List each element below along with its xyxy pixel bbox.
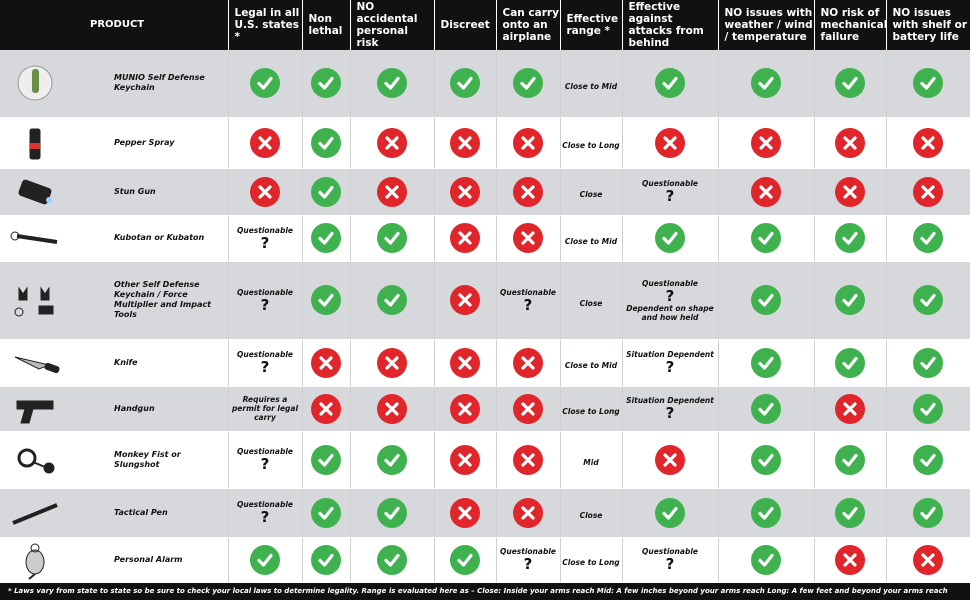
cell-shelf <box>886 431 970 488</box>
check-icon <box>450 545 480 575</box>
cross-icon <box>250 128 280 158</box>
cell-behind <box>622 386 718 431</box>
check-icon <box>913 498 943 528</box>
cell-mechanical <box>814 488 886 537</box>
cell-legal <box>228 488 302 537</box>
cell-range <box>560 488 622 537</box>
cell-shelf <box>886 50 970 117</box>
question-mark-icon: ? <box>523 555 533 573</box>
cross-icon <box>450 128 480 158</box>
table-body <box>0 50 970 582</box>
cell-airplane <box>496 215 560 261</box>
check-icon <box>377 545 407 575</box>
check-icon <box>835 348 865 378</box>
cell-mechanical <box>814 215 886 261</box>
cell-legal <box>228 168 302 215</box>
cell-text: Questionable <box>236 225 293 235</box>
check-icon <box>835 498 865 528</box>
cross-icon <box>751 177 781 207</box>
cell-noRisk <box>350 339 434 386</box>
cell-shelf <box>886 168 970 215</box>
cross-icon <box>377 128 407 158</box>
cell-discreet <box>434 339 496 386</box>
cell-text: Situation Dependent <box>626 396 714 405</box>
cell-nonlethal <box>302 386 350 431</box>
cell-legal <box>228 261 302 339</box>
pepper-spray-icon <box>0 123 70 163</box>
cell-nonlethal <box>302 168 350 215</box>
stun-gun-icon <box>0 172 70 212</box>
question-mark-icon: ? <box>665 187 675 205</box>
check-icon <box>751 285 781 315</box>
cell-mechanical <box>814 261 886 339</box>
cell-weather <box>718 117 814 168</box>
product-name: Stun Gun <box>114 186 156 196</box>
check-icon <box>751 394 781 424</box>
cell-airplane <box>496 537 560 582</box>
cell-noRisk <box>350 537 434 582</box>
cross-icon <box>450 348 480 378</box>
product-cell <box>0 168 228 215</box>
cell-noRisk <box>350 386 434 431</box>
check-icon <box>835 285 865 315</box>
cell-weather <box>718 431 814 488</box>
check-icon <box>655 223 685 253</box>
cell-note: Dependent on shape and how held <box>626 303 714 322</box>
cross-icon <box>377 177 407 207</box>
check-icon <box>377 445 407 475</box>
cross-icon <box>450 394 480 424</box>
cell-text: Questionable <box>641 547 698 556</box>
product-cell <box>0 431 228 488</box>
cell-nonlethal <box>302 431 350 488</box>
cell-range <box>560 537 622 582</box>
cell-range <box>560 386 622 431</box>
cell-text: Questionable <box>236 350 293 359</box>
check-icon <box>835 445 865 475</box>
table-row <box>0 339 970 386</box>
check-icon <box>655 68 685 98</box>
question-mark-icon: ? <box>260 295 270 314</box>
check-icon <box>513 68 543 98</box>
tactical-pen-icon <box>0 493 70 533</box>
cell-mechanical <box>814 431 886 488</box>
cell-mechanical <box>814 386 886 431</box>
cell-behind <box>622 488 718 537</box>
check-icon <box>751 498 781 528</box>
range-value: Close to Mid <box>564 236 618 246</box>
cell-behind <box>622 339 718 386</box>
cell-weather <box>718 386 814 431</box>
cross-icon <box>377 394 407 424</box>
kubotan-icon <box>0 218 70 258</box>
cross-icon <box>450 177 480 207</box>
cross-icon <box>513 348 543 378</box>
cell-noRisk <box>350 117 434 168</box>
cell-behind <box>622 50 718 117</box>
cell-shelf <box>886 488 970 537</box>
cell-mechanical <box>814 50 886 117</box>
product-cell <box>0 488 228 537</box>
column-header: Discreet <box>434 0 496 50</box>
column-header: NO issues with shelf or battery life <box>886 0 970 50</box>
product-cell <box>0 339 228 386</box>
cross-icon <box>655 128 685 158</box>
cross-icon <box>835 177 865 207</box>
question-mark-icon: ? <box>260 508 270 526</box>
cell-text: Questionable <box>236 500 293 509</box>
cross-icon <box>311 394 341 424</box>
check-icon <box>913 285 943 315</box>
cell-discreet <box>434 431 496 488</box>
cell-discreet <box>434 386 496 431</box>
cell-weather <box>718 537 814 582</box>
check-icon <box>913 348 943 378</box>
cell-airplane <box>496 488 560 537</box>
cell-discreet <box>434 261 496 339</box>
cell-text: Questionable <box>499 547 556 556</box>
cell-range <box>560 168 622 215</box>
munio-keychain-icon <box>0 63 70 103</box>
check-icon <box>311 128 341 158</box>
cross-icon <box>513 223 543 253</box>
check-icon <box>311 445 341 475</box>
monkey-fist-icon <box>0 440 70 480</box>
cell-behind <box>622 168 718 215</box>
cell-nonlethal <box>302 339 350 386</box>
table-row <box>0 537 970 582</box>
question-mark-icon: ? <box>665 555 675 573</box>
cell-discreet <box>434 168 496 215</box>
cell-noRisk <box>350 261 434 339</box>
cell-discreet <box>434 50 496 117</box>
check-icon <box>913 445 943 475</box>
product-name: Tactical Pen <box>114 507 168 517</box>
check-icon <box>751 223 781 253</box>
table-row <box>0 431 970 488</box>
cross-icon <box>913 177 943 207</box>
cross-icon <box>377 348 407 378</box>
cell-text: Questionable <box>236 287 293 297</box>
cell-discreet <box>434 215 496 261</box>
range-value: Close <box>579 298 603 308</box>
cell-behind <box>622 537 718 582</box>
column-header: Can carry onto an airplane <box>496 0 560 50</box>
cross-icon <box>835 394 865 424</box>
check-icon <box>377 285 407 315</box>
cell-text: Questionable <box>499 287 556 297</box>
check-icon <box>311 68 341 98</box>
product-name: Other Self Defense Keychain / Force Multiplier and Impact Tools <box>114 280 211 319</box>
check-icon <box>835 68 865 98</box>
question-mark-icon: ? <box>260 233 270 252</box>
product-header: PRODUCT <box>0 0 228 50</box>
range-value: Close <box>579 190 603 199</box>
range-value: Close to Mid <box>564 81 618 91</box>
check-icon <box>311 223 341 253</box>
cross-icon <box>513 177 543 207</box>
table-row <box>0 386 970 431</box>
table-row <box>0 215 970 261</box>
check-icon <box>751 545 781 575</box>
product-name: Pepper Spray <box>114 137 175 147</box>
cell-shelf <box>886 117 970 168</box>
check-icon <box>835 223 865 253</box>
product-name: Personal Alarm <box>114 554 183 564</box>
column-header: Legal in all U.S. states * <box>228 0 302 50</box>
cell-weather <box>718 215 814 261</box>
product-name: MUNIO Self Defense Keychain <box>114 73 205 93</box>
table-row <box>0 117 970 168</box>
cell-shelf <box>886 261 970 339</box>
product-cell <box>0 215 228 261</box>
cross-icon <box>450 223 480 253</box>
question-mark-icon: ? <box>260 455 270 473</box>
column-header: NO accidental personal risk <box>350 0 434 50</box>
cell-nonlethal <box>302 537 350 582</box>
check-icon <box>250 545 280 575</box>
check-icon <box>311 285 341 315</box>
cell-text: Questionable <box>236 447 293 456</box>
column-header: Effective against attacks from behind <box>622 0 718 50</box>
impact-tools-icon <box>0 280 70 320</box>
cell-shelf <box>886 215 970 261</box>
question-mark-icon: ? <box>665 358 675 376</box>
question-mark-icon: ? <box>665 404 675 422</box>
column-header: Effective range * <box>560 0 622 50</box>
footer-note: * Laws vary from state to state so be sure to check your local laws to determine legality. Range is evaluated here as – Close: Inside your arms reach Mid: A few inches beyond your arms reach Long: A few feet and beyond your arms reach <box>0 583 970 600</box>
handgun-icon <box>0 389 70 429</box>
cell-airplane <box>496 50 560 117</box>
cross-icon <box>835 545 865 575</box>
cell-weather <box>718 488 814 537</box>
check-icon <box>377 68 407 98</box>
personal-alarm-icon <box>0 540 70 580</box>
check-icon <box>913 223 943 253</box>
cell-range <box>560 117 622 168</box>
check-icon <box>250 68 280 98</box>
cross-icon <box>751 128 781 158</box>
cross-icon <box>655 445 685 475</box>
question-mark-icon: ? <box>260 358 270 376</box>
cross-icon <box>513 394 543 424</box>
question-mark-icon: ? <box>523 295 533 314</box>
cell-shelf <box>886 386 970 431</box>
cell-range <box>560 261 622 339</box>
cell-airplane <box>496 261 560 339</box>
question-mark-icon: ? <box>665 286 675 305</box>
cell-text: Questionable <box>641 278 698 288</box>
cell-noRisk <box>350 215 434 261</box>
cell-mechanical <box>814 537 886 582</box>
cross-icon <box>450 498 480 528</box>
check-icon <box>377 498 407 528</box>
cell-nonlethal <box>302 117 350 168</box>
cell-discreet <box>434 488 496 537</box>
product-name: Knife <box>114 357 138 367</box>
cell-behind <box>622 117 718 168</box>
cell-shelf <box>886 537 970 582</box>
cell-legal <box>228 215 302 261</box>
range-value: Close to Long <box>562 141 620 150</box>
product-cell <box>0 261 228 339</box>
product-cell <box>0 50 228 117</box>
cross-icon <box>835 128 865 158</box>
cell-discreet <box>434 537 496 582</box>
check-icon <box>751 445 781 475</box>
cross-icon <box>250 177 280 207</box>
cell-text: Requires a permit for legal carry <box>231 395 299 422</box>
cross-icon <box>513 498 543 528</box>
range-value: Mid <box>583 458 599 467</box>
cell-text: Situation Dependent <box>626 350 714 359</box>
check-icon <box>913 68 943 98</box>
cell-range <box>560 339 622 386</box>
cell-nonlethal <box>302 215 350 261</box>
range-value: Close to Long <box>562 558 620 567</box>
knife-icon <box>0 343 70 383</box>
cell-behind <box>622 261 718 339</box>
table-row <box>0 488 970 537</box>
cross-icon <box>513 445 543 475</box>
cell-noRisk <box>350 431 434 488</box>
cell-weather <box>718 168 814 215</box>
cell-weather <box>718 261 814 339</box>
product-cell <box>0 537 228 582</box>
cell-shelf <box>886 339 970 386</box>
cell-legal <box>228 431 302 488</box>
cell-range <box>560 215 622 261</box>
cell-nonlethal <box>302 488 350 537</box>
check-icon <box>751 68 781 98</box>
column-header: NO issues with weather / wind / temperature <box>718 0 814 50</box>
cell-legal <box>228 537 302 582</box>
cell-airplane <box>496 339 560 386</box>
cell-noRisk <box>350 168 434 215</box>
cell-legal <box>228 339 302 386</box>
range-value: Close to Long <box>562 407 620 416</box>
check-icon <box>655 498 685 528</box>
check-icon <box>377 223 407 253</box>
check-icon <box>311 498 341 528</box>
cross-icon <box>913 545 943 575</box>
cell-range <box>560 50 622 117</box>
cell-range <box>560 431 622 488</box>
cell-behind <box>622 215 718 261</box>
cross-icon <box>311 348 341 378</box>
check-icon <box>311 545 341 575</box>
cell-mechanical <box>814 168 886 215</box>
cell-text: Questionable <box>641 179 698 188</box>
table-row <box>0 261 970 339</box>
cell-mechanical <box>814 339 886 386</box>
cell-legal <box>228 117 302 168</box>
cell-noRisk <box>350 50 434 117</box>
check-icon <box>450 68 480 98</box>
cross-icon <box>513 128 543 158</box>
cell-behind <box>622 431 718 488</box>
check-icon <box>913 394 943 424</box>
cell-nonlethal <box>302 261 350 339</box>
cell-discreet <box>434 117 496 168</box>
column-header: NO risk of mechanical failure <box>814 0 886 50</box>
header-row <box>0 0 970 50</box>
cell-mechanical <box>814 117 886 168</box>
range-value: Close to Mid <box>564 361 618 370</box>
product-name: Kubotan or Kubaton <box>114 233 205 242</box>
product-cell <box>0 386 228 431</box>
cell-airplane <box>496 117 560 168</box>
check-icon <box>311 177 341 207</box>
product-name: Monkey Fist or Slungshot <box>114 449 181 469</box>
cell-weather <box>718 339 814 386</box>
cell-nonlethal <box>302 50 350 117</box>
table-row <box>0 168 970 215</box>
table-row <box>0 50 970 117</box>
cell-legal <box>228 50 302 117</box>
cell-airplane <box>496 168 560 215</box>
cross-icon <box>450 445 480 475</box>
range-value: Close <box>579 511 603 520</box>
cross-icon <box>913 128 943 158</box>
cell-weather <box>718 50 814 117</box>
cell-legal <box>228 386 302 431</box>
column-header: Non lethal <box>302 0 350 50</box>
cell-noRisk <box>350 488 434 537</box>
cell-airplane <box>496 431 560 488</box>
cell-airplane <box>496 386 560 431</box>
check-icon <box>751 348 781 378</box>
product-cell <box>0 117 228 168</box>
cross-icon <box>450 285 480 315</box>
product-name: Handgun <box>114 403 155 413</box>
